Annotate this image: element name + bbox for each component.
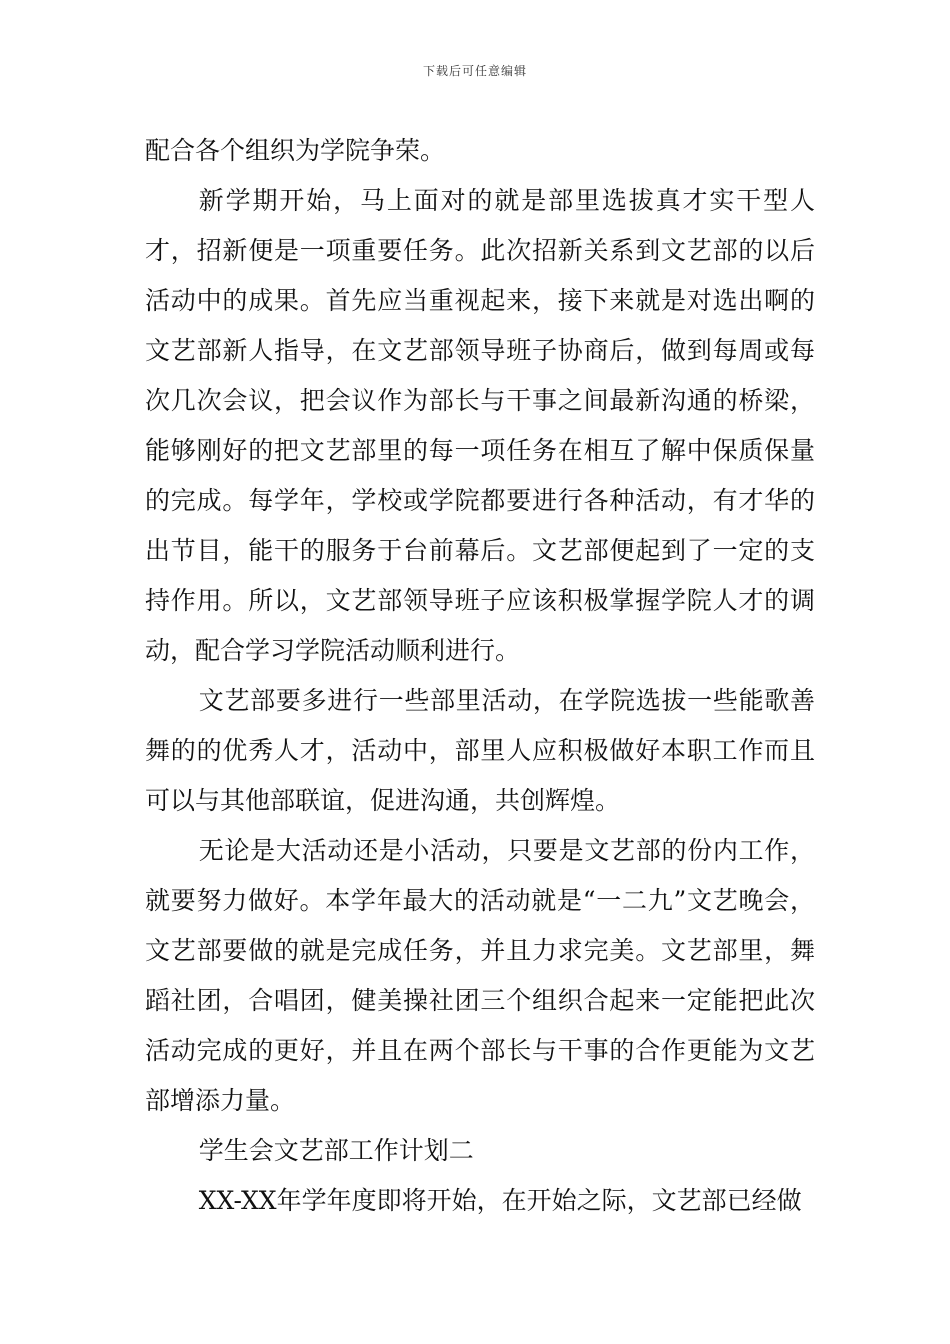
paragraph-events: 无论是大活动还是小活动，只要是文艺部的份内工作，就要努力做好。本学年最大的活动就是“一二九”文艺晚会，文艺部要做的就是完成任务，并且力求完美。文艺部里，舞蹈社团，合唱团，健美操社团三个组织合起来一定能把此次活动完成的更好，并且在两个部长与干事的合作更能为文艺部增添力量。 [145, 836, 815, 1115]
paragraph-department-activities: 文艺部要多进行一些部里活动，在学院选拔一些能歌善舞的的优秀人才，活动中，部里人应积极做好本职工作而且可以与其他部联谊，促进沟通，共创辉煌。 [145, 686, 815, 815]
page-header: 下载后可任意编辑 [422, 64, 527, 78]
paragraph-continuation: 配合各个组织为学院争荣。 [145, 136, 446, 165]
paragraph-plan-two-intro: XX-XX年学年度即将开始，在开始之际，文艺部已经做 [198, 1186, 802, 1215]
paragraph-recruitment: 新学期开始，马上面对的就是部里选拔真才实干型人才，招新便是一项重要任务。此次招新关系到文艺部的以后活动中的成果。首先应当重视起来，接下来就是对选出啊的文艺部新人指导，在文艺部领导班子协商后，做到每周或每次几次会议，把会议作为部长与干事之间最新沟通的桥梁，能够刚好的把文艺部里的每一项任务在相互了解中保质保量的完成。每学年，学校或学院都要进行各种活动，有才华的出节目，能干的服务于台前幕后。文艺部便起到了一定的支持作用。所以，文艺部领导班子应该积极掌握学院人才的调动，配合学习学院活动顺利进行。 [145, 186, 815, 665]
document-body [145, 126, 815, 1226]
section-heading: 学生会文艺部工作计划二 [198, 1136, 474, 1165]
